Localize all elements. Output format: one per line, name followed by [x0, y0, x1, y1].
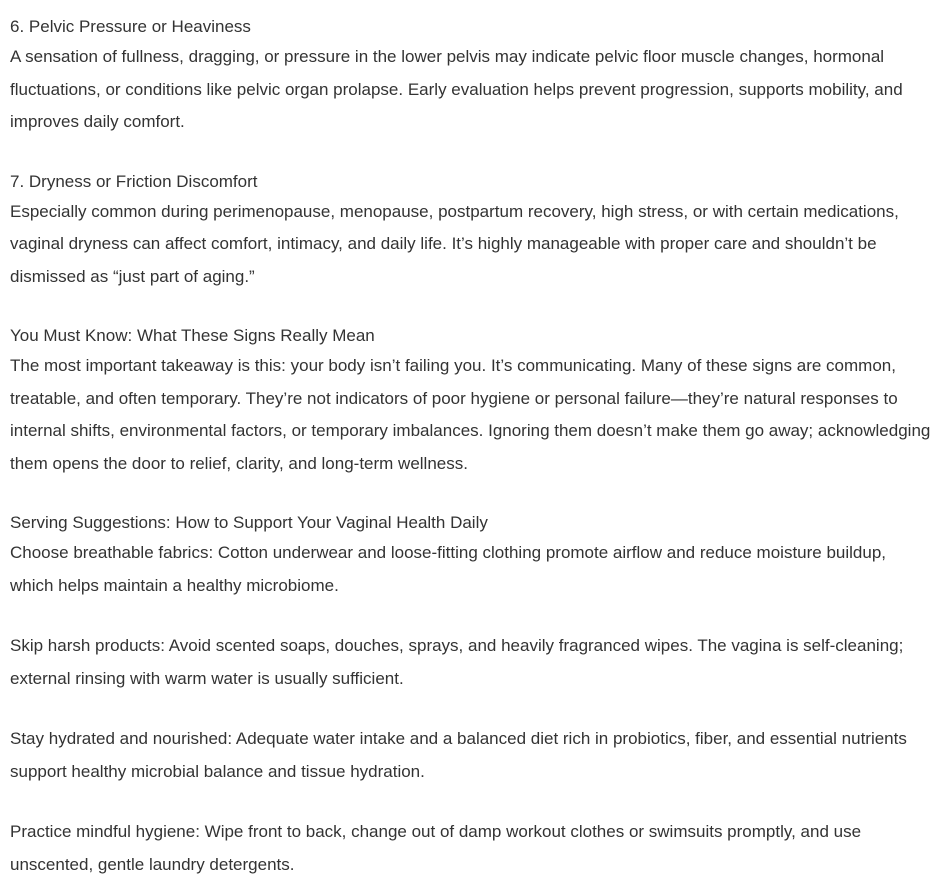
section-heading: Serving Suggestions: How to Support Your Vaginal Health Daily — [10, 513, 488, 532]
section-paragraph: Skip harsh products: Avoid scented soaps, douches, sprays, and heavily fragranced wipes. The vagina is self-cleaning; external rinsing with warm water is usually sufficient. — [10, 636, 904, 688]
section-dryness — [10, 167, 934, 294]
section-paragraph: Stay hydrated and nourished: Adequate water intake and a balanced diet rich in probiotics, fiber, and essential nutrients support healthy microbial balance and tissue hydration. — [10, 729, 907, 781]
tip-skip-harsh-products — [10, 630, 934, 695]
section-paragraph: The most important takeaway is this: your body isn’t failing you. It’s communicating. Many of these signs are common, treatable, and often temporary. They’re not indicators of poor hygiene or personal failure—they’re natural responses to internal shifts, environmental factors, or temporary imbalances. Ignoring them doesn’t make them go away; acknowledging them opens the door to relief, clarity, and long-term wellness. — [10, 356, 931, 473]
section-pelvic-pressure — [10, 12, 934, 139]
tip-mindful-hygiene — [10, 816, 934, 881]
tip-stay-hydrated — [10, 723, 934, 788]
section-serving-suggestions — [10, 508, 934, 602]
section-heading: 7. Dryness or Friction Discomfort — [10, 171, 258, 191]
section-paragraph: A sensation of fullness, dragging, or pressure in the lower pelvis may indicate pelvic floor muscle changes, hormonal fluctuations, or conditions like pelvic organ prolapse. Early evaluation helps prevent progression, supports mobility, and improves daily comfort. — [10, 47, 903, 131]
section-paragraph: Especially common during perimenopause, menopause, postpartum recovery, high stress, or with certain medications, vaginal dryness can affect comfort, intimacy, and daily life. It’s highly manageable with proper care and shouldn’t be dismissed as “just part of aging.” — [10, 201, 899, 286]
section-paragraph: Choose breathable fabrics: Cotton underwear and loose-fitting clothing promote airflow and reduce moisture buildup, which helps maintain a healthy microbiome. — [10, 543, 887, 595]
section-you-must-know — [10, 321, 934, 480]
section-heading: 6. Pelvic Pressure or Heaviness — [10, 17, 251, 36]
section-heading: You Must Know: What These Signs Really Mean — [10, 326, 375, 345]
section-paragraph: Practice mindful hygiene: Wipe front to back, change out of damp workout clothes or swimsuits promptly, and use unscented, gentle laundry detergents. — [10, 822, 862, 874]
